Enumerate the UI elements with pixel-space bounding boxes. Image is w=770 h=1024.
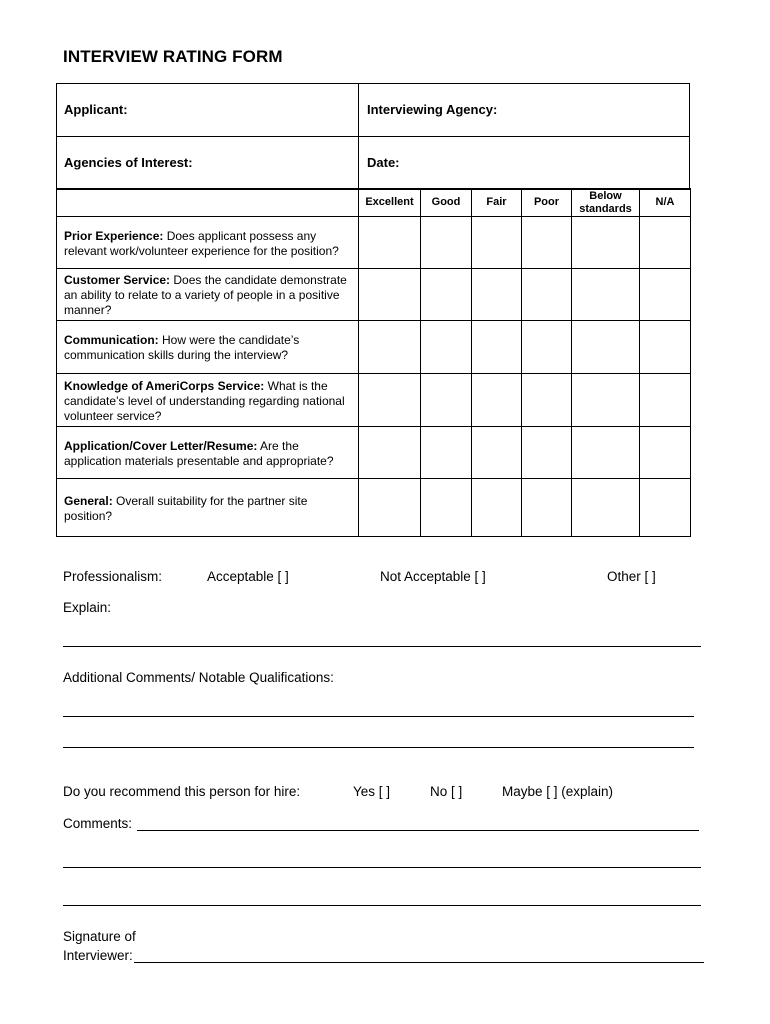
recommend-question: Do you recommend this person for hire: — [63, 784, 301, 799]
question-text: Does applicant possess any relevant work/volunteer experience for the position? — [64, 228, 339, 258]
column-header-na: N/A — [640, 189, 691, 217]
signature-label-line1: Signature of — [63, 929, 136, 944]
rating-question — [57, 217, 359, 269]
rating-cell[interactable] — [472, 217, 522, 269]
rating-question — [57, 321, 359, 374]
rating-cell[interactable] — [572, 479, 640, 537]
rating-cell[interactable] — [640, 321, 691, 374]
rating-cell[interactable] — [522, 374, 572, 427]
rating-cell[interactable] — [572, 427, 640, 479]
rating-cell[interactable] — [522, 427, 572, 479]
rating-row-communication — [57, 321, 691, 374]
rating-cell[interactable] — [472, 479, 522, 537]
rating-cell[interactable] — [640, 479, 691, 537]
question-label: General: — [64, 493, 113, 508]
question-label: Customer Service: — [64, 273, 171, 287]
rating-row-knowledge-americorps — [57, 374, 691, 427]
rating-cell[interactable] — [359, 217, 421, 269]
question-label: Application/Cover Letter/Resume: — [64, 438, 258, 453]
not-acceptable-checkbox[interactable]: Not Acceptable [ ] — [380, 569, 486, 584]
rating-cell[interactable] — [359, 321, 421, 374]
rating-cell[interactable] — [572, 321, 640, 374]
question-text: Overall suitability for the partner site position? — [64, 493, 308, 523]
column-header-fair: Fair — [472, 189, 522, 217]
column-header-poor: Poor — [522, 189, 572, 217]
acceptable-checkbox[interactable]: Acceptable [ ] — [207, 569, 289, 584]
rating-cell[interactable] — [421, 427, 472, 479]
rating-table — [56, 188, 691, 537]
interviewing-agency-field[interactable]: Interviewing Agency: — [367, 102, 498, 117]
rating-cell[interactable] — [359, 374, 421, 427]
rating-cell[interactable] — [421, 269, 472, 321]
rating-cell[interactable] — [640, 427, 691, 479]
header-row — [57, 137, 689, 189]
signature-line[interactable] — [134, 962, 704, 963]
rating-question — [57, 427, 359, 479]
rating-question — [57, 374, 359, 427]
comments-line[interactable] — [63, 867, 701, 868]
rating-cell[interactable] — [359, 479, 421, 537]
additional-comments-line[interactable] — [63, 716, 694, 717]
comments-label: Comments: — [63, 816, 133, 831]
agencies-of-interest-field[interactable]: Agencies of Interest: — [57, 137, 359, 189]
rating-cell[interactable] — [640, 269, 691, 321]
form-title: INTERVIEW RATING FORM — [63, 47, 283, 66]
header-row — [57, 84, 689, 137]
rating-cell[interactable] — [359, 269, 421, 321]
rating-cell[interactable] — [640, 217, 691, 269]
question-label: Knowledge of AmeriCorps Service: — [64, 378, 265, 393]
header-table — [56, 83, 690, 190]
question-text: Are the application materials presentable and appropriate? — [64, 438, 334, 468]
question-text: What is the candidate’s level of understanding regarding national volunteer service? — [64, 378, 345, 423]
recommend-no-checkbox[interactable]: No [ ] — [430, 784, 463, 799]
rating-row-application-materials — [57, 427, 691, 479]
rating-cell[interactable] — [421, 321, 472, 374]
rating-cell[interactable] — [472, 427, 522, 479]
rating-row-prior-experience — [57, 217, 691, 269]
rating-cell[interactable] — [472, 269, 522, 321]
comments-line[interactable] — [63, 905, 701, 906]
signature-label-line2: Interviewer: — [63, 948, 133, 963]
column-header-below-standards: Below standards — [572, 189, 640, 217]
recommend-maybe-checkbox[interactable]: Maybe [ ] (explain) — [502, 784, 614, 799]
rating-question — [57, 479, 359, 537]
rating-row-general — [57, 479, 691, 537]
rating-cell[interactable] — [421, 217, 472, 269]
rating-cell[interactable] — [572, 374, 640, 427]
question-column-header — [57, 189, 359, 217]
rating-cell[interactable] — [421, 374, 472, 427]
question-text: Does the candidate demonstrate an ability to relate to a variety of people in a positive manner? — [64, 273, 347, 317]
rating-cell[interactable] — [640, 374, 691, 427]
question-label: Communication: — [64, 333, 159, 347]
other-checkbox[interactable]: Other [ ] — [607, 569, 656, 584]
question-label: Prior Experience: — [64, 228, 164, 243]
rating-question — [57, 269, 359, 321]
professionalism-label: Professionalism: — [63, 569, 163, 584]
additional-comments-line[interactable] — [63, 747, 694, 748]
rating-cell[interactable] — [572, 217, 640, 269]
rating-cell[interactable] — [472, 374, 522, 427]
rating-cell[interactable] — [522, 479, 572, 537]
date-field[interactable]: Date: — [367, 155, 400, 170]
rating-cell[interactable] — [572, 269, 640, 321]
rating-cell[interactable] — [472, 321, 522, 374]
recommend-yes-checkbox[interactable]: Yes [ ] — [353, 784, 391, 799]
additional-comments-label: Additional Comments/ Notable Qualifications: — [63, 670, 334, 685]
rating-cell[interactable] — [522, 269, 572, 321]
explain-input-line[interactable] — [63, 646, 701, 647]
rating-header-row — [57, 189, 691, 217]
rating-cell[interactable] — [421, 479, 472, 537]
question-text: How were the candidate’s communication skills during the interview? — [64, 333, 300, 362]
comments-input-line[interactable] — [137, 830, 699, 831]
applicant-field[interactable]: Applicant: — [57, 84, 359, 136]
explain-label: Explain: — [63, 600, 112, 615]
rating-row-customer-service — [57, 269, 691, 321]
rating-cell[interactable] — [522, 321, 572, 374]
rating-cell[interactable] — [522, 217, 572, 269]
column-header-excellent: Excellent — [359, 189, 421, 217]
column-header-good: Good — [421, 189, 472, 217]
rating-cell[interactable] — [359, 427, 421, 479]
